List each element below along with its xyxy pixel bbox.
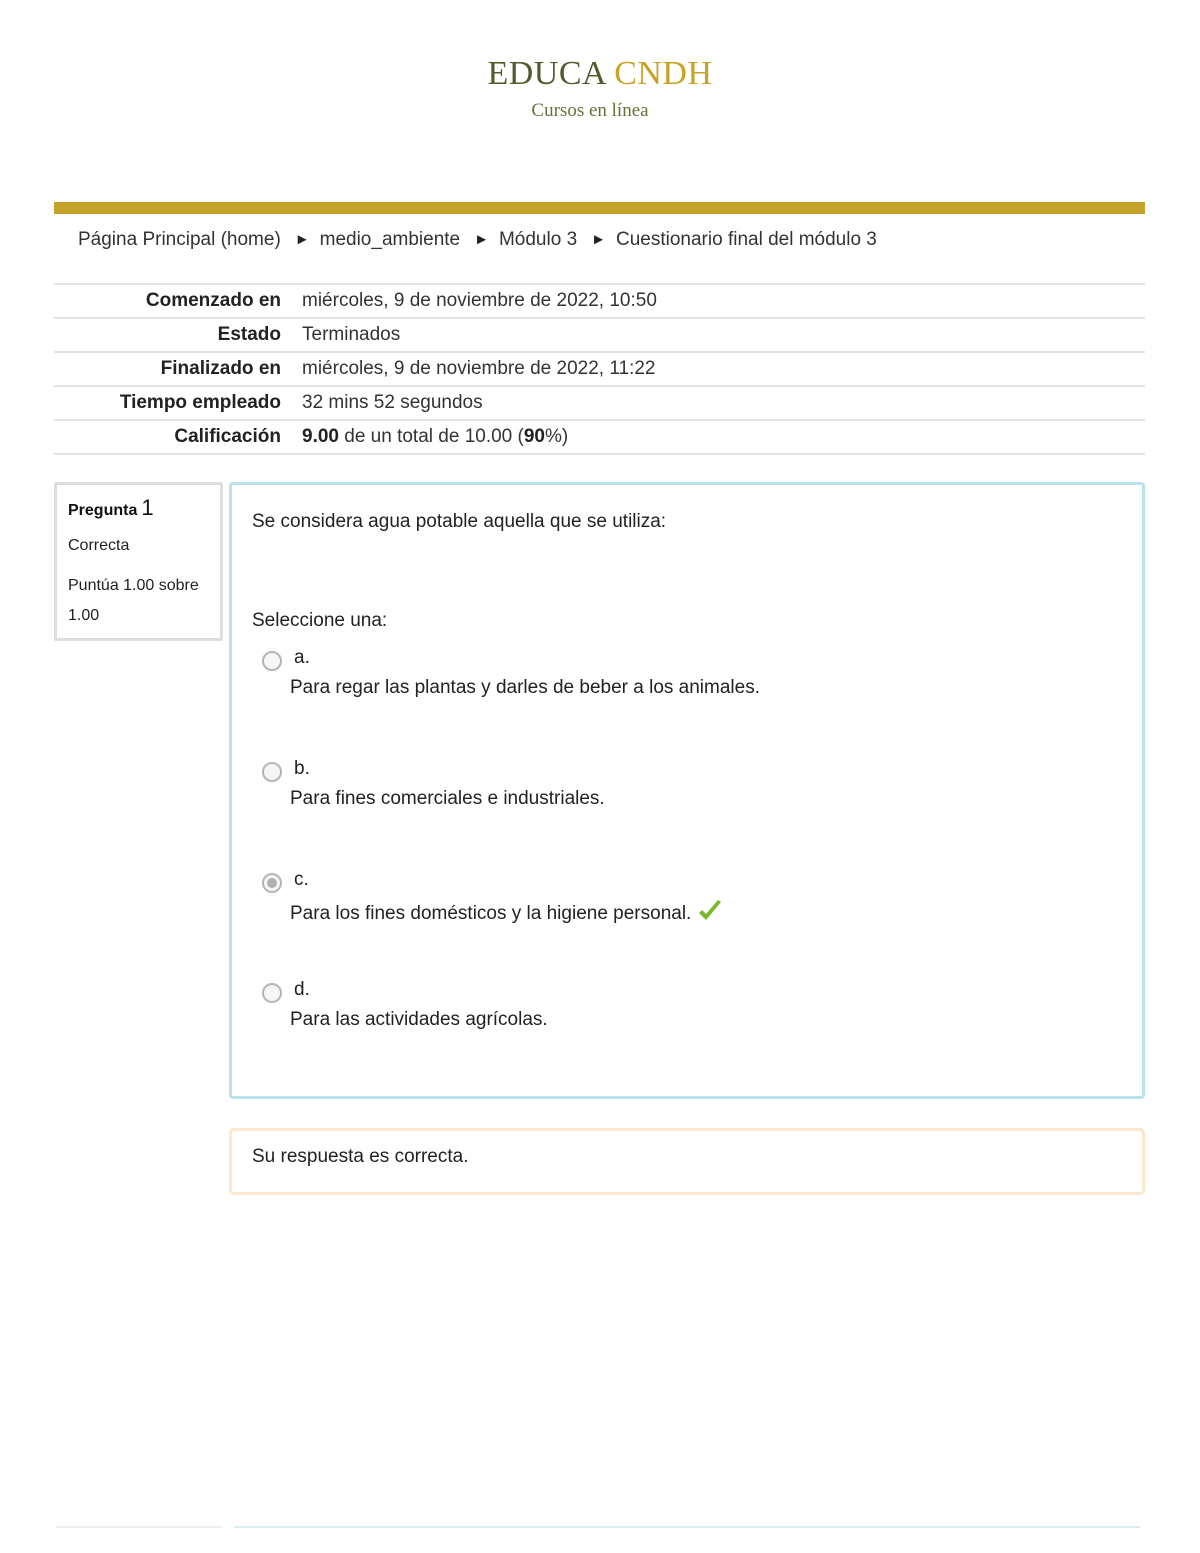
answer-option-b[interactable]	[262, 758, 1142, 869]
footer-divider	[56, 1526, 222, 1528]
grade-percent: 90	[523, 426, 545, 447]
breadcrumb-separator-icon: ►	[591, 231, 606, 248]
grade-end: %)	[545, 426, 569, 447]
question-label: Pregunta	[68, 502, 138, 519]
answer-letter: b.	[294, 758, 310, 779]
breadcrumb-course[interactable]: medio_ambiente	[319, 229, 461, 250]
radio-button[interactable]	[262, 651, 282, 671]
answer-text: Para los fines domésticos y la higiene personal.	[290, 903, 692, 924]
question-info-panel	[54, 482, 223, 641]
summary-value: miércoles, 9 de noviembre de 2022, 10:50	[302, 290, 657, 311]
summary-label: Finalizado en	[160, 358, 281, 379]
question-number-value: 1	[141, 495, 154, 520]
answer-feedback: Su respuesta es correcta.	[229, 1128, 1145, 1195]
summary-label: Tiempo empleado	[119, 392, 281, 413]
attempt-summary-table	[54, 283, 1145, 455]
answer-letter: d.	[294, 979, 310, 1000]
question-grade: Puntúa 1.00 sobre 1.00	[68, 577, 199, 624]
breadcrumb-separator-icon: ►	[474, 231, 489, 248]
summary-label: Estado	[217, 324, 281, 345]
summary-value: miércoles, 9 de noviembre de 2022, 11:22	[302, 358, 656, 379]
summary-value	[302, 426, 568, 448]
breadcrumb	[78, 229, 877, 251]
answer-text-wrap	[290, 899, 723, 931]
answer-option-c[interactable]	[262, 869, 1142, 979]
answer-text: Para fines comerciales e industriales.	[290, 788, 605, 809]
answer-letter: a.	[294, 647, 310, 668]
summary-row-time	[54, 387, 1145, 421]
breadcrumb-home[interactable]: Página Principal (home)	[78, 229, 281, 250]
site-title	[0, 54, 1200, 94]
summary-label: Comenzado en	[145, 290, 281, 311]
question-number	[68, 495, 210, 521]
answer-option-d[interactable]	[262, 979, 1142, 1059]
site-title-part2: CNDH	[614, 55, 713, 92]
answer-option-a[interactable]	[262, 647, 1142, 758]
summary-value: 32 mins 52 segundos	[302, 392, 483, 413]
radio-button[interactable]	[262, 983, 282, 1003]
breadcrumb-module[interactable]: Módulo 3	[498, 229, 578, 250]
radio-button[interactable]	[262, 762, 282, 782]
radio-button-selected[interactable]	[262, 873, 282, 893]
summary-row-finished	[54, 353, 1145, 387]
footer-divider	[234, 1526, 1140, 1528]
header-divider	[54, 202, 1145, 214]
question-content	[229, 482, 1145, 1099]
breadcrumb-separator-icon: ►	[294, 231, 310, 248]
answer-text: Para las actividades agrícolas.	[290, 1009, 548, 1030]
checkmark-icon	[697, 899, 723, 931]
answer-text: Para regar las plantas y darles de beber a los animales.	[290, 677, 760, 698]
summary-label: Calificación	[174, 426, 281, 447]
site-subtitle: Cursos en línea	[531, 100, 649, 121]
summary-value: Terminados	[302, 324, 401, 345]
question-text: Se considera agua potable aquella que se utiliza:	[252, 511, 667, 532]
grade-score: 9.00	[302, 426, 339, 447]
site-title-part1: EDUCA	[487, 55, 606, 92]
summary-row-state	[54, 319, 1145, 353]
summary-row-started	[54, 285, 1145, 319]
summary-row-grade	[54, 421, 1145, 455]
answer-letter: c.	[294, 869, 309, 890]
site-brand	[0, 54, 1200, 122]
answer-prompt: Seleccione una:	[252, 610, 388, 631]
breadcrumb-quiz[interactable]: Cuestionario final del módulo 3	[616, 229, 877, 250]
grade-middle: de un total de 10.00 (	[338, 426, 524, 447]
question-state: Correcta	[68, 537, 130, 554]
